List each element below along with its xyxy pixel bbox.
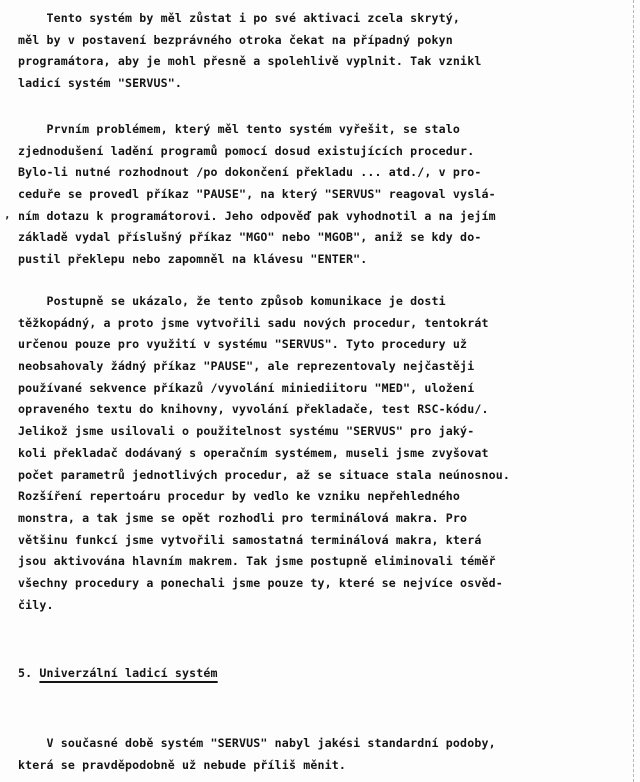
text-line: neobsahovaly žádný příkaz "PAUSE", ale reprezentovaly nejčastěji [18, 359, 475, 374]
text-line: jsou aktivována hlavním makrem. Tak jsme postupně eliminovali téměř [18, 554, 496, 569]
text-line: většinu funkcí jsme vytvořili samostatná terminálová makra, která [18, 532, 482, 547]
text-line: ceduře se provedl příkaz "PAUSE", na který "SERVUS" reagoval vyslá- [18, 187, 496, 202]
text-line: Prvním problémem, který měl tento systém vyřešit, se stalo [18, 122, 461, 136]
paragraph-1 [18, 8, 628, 95]
text-line: těžkopádný, a proto jsme vytvořili sadu nových procedur, tentokrát [18, 315, 489, 330]
text-line: počet parametrů jednotlivých procedur, až se situace stala neúnosnou. [18, 467, 510, 482]
section-title: Univerzální ladicí systém [39, 666, 218, 680]
margin-mark: , [4, 208, 11, 221]
paragraph-4 [18, 733, 628, 776]
text-line: používané sekvence příkazů /vyvolání miniediitoru "MED", uložení [18, 380, 475, 395]
section-number: 5. [18, 666, 33, 680]
text-line: monstra, a tak jsme se opět rozhodli pro terminálová makra. Pro [18, 510, 468, 525]
text-line: ladicí systém "SERVUS". [18, 76, 182, 91]
text-line: koli překladač dodávaný s operačním systémem, museli jsme zvyšovat [18, 445, 489, 460]
text-line: programátora, aby je mohl přesně a spolehlivě vyplnit. Tak vznikl [18, 54, 482, 69]
text-line: která se pravděpodobně už nebude příliš měnit. [18, 757, 346, 772]
text-line: Jelikož jsme usilovali o použitelnost systému "SERVUS" pro jaký- [18, 424, 475, 439]
paragraph-2 [18, 119, 628, 271]
text-line: Tento systém by měl zůstat i po své aktivaci zcela skrytý, [18, 11, 461, 25]
paragraph-3 [18, 291, 628, 616]
text-line: všechny procedury a ponechali jsme pouze ty, které se nejvíce osvěd- [18, 575, 503, 590]
text-line: ním dotazu k programátorovi. Jeho odpověď pak vyhodnotil a na jejím [18, 208, 496, 223]
text-line: čily. [18, 597, 54, 612]
text-line: zjednodušení ladění programů pomocí dosud existujících procedur. [18, 143, 475, 158]
text-line: V současné době systém "SERVUS" nabyl jakési standardní podoby, [18, 736, 496, 750]
text-line: Bylo-li nutné rozhodnout /po dokončení překladu ... atd./, v pro- [18, 165, 482, 180]
section-heading-line [18, 663, 628, 685]
text-line: Postupně se ukázalo, že tento způsob komunikace je dosti [18, 294, 446, 308]
text-line: Rozšíření repertoáru procedur by vedlo ke vzniku nepřehledného [18, 489, 461, 504]
text-line: opraveného textu do knihovny, vyvolání překladače, test RSC-kódu/. [18, 402, 489, 417]
text-line: měl by v postavení bezprávného otroka čekat na případný pokyn [18, 32, 453, 47]
section-heading [18, 663, 628, 685]
text-line: základě vydal příslušný příkaz "MGO" nebo "MGOB", aniž se kdy do- [18, 230, 482, 245]
text-line: pustil překlepu nebo zapomněl na klávesu "ENTER". [18, 252, 368, 267]
text-line: určenou pouze pro využití v systému "SERVUS". Tyto procedury už [18, 337, 468, 352]
page-edge-line [633, 0, 634, 782]
